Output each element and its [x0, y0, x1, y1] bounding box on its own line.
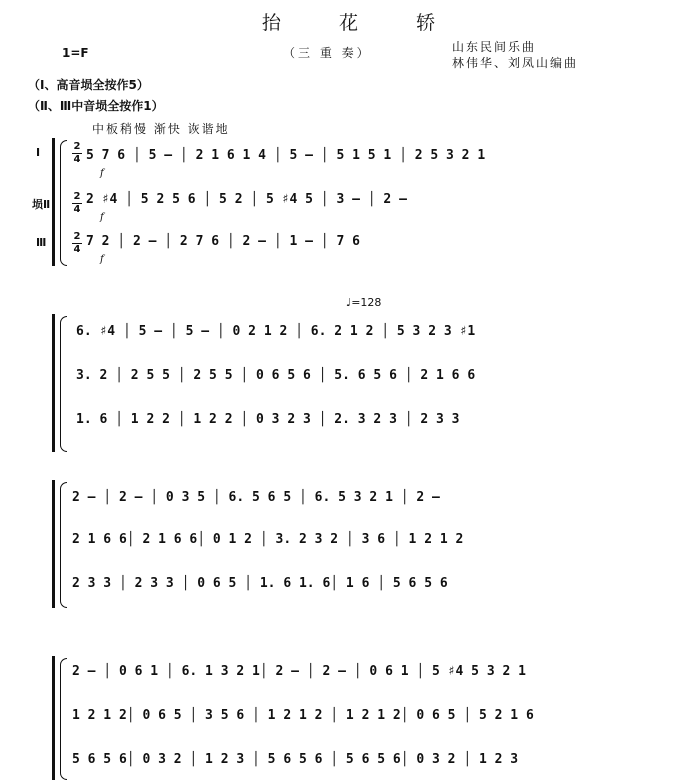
part-label-2: 埙Ⅱ: [32, 198, 51, 211]
tuning-note-2: （Ⅱ、Ⅲ中音埙全按作1）: [28, 99, 164, 113]
tuning-note-1: （Ⅰ、高音埙全按作5）: [28, 78, 149, 92]
score-row: 2 ♯4 │ 5 2 5 6 │ 5 2 │ 5 ♯4 5 │ 3 – │ 2 –: [86, 192, 407, 207]
metronome-mark: ♩=128: [346, 296, 382, 309]
system-bar: [52, 138, 55, 266]
score-row: 7 2 │ 2 – │ 2 7 6 │ 2 – │ 1 – │ 7 6: [86, 234, 360, 249]
dynamic-mark: f: [100, 212, 104, 223]
system-bar: [52, 656, 55, 780]
piece-title: 抬 花 轿: [262, 12, 462, 34]
credit-origin: 山东民间乐曲: [452, 40, 537, 54]
part-label-3: Ⅲ: [36, 236, 47, 249]
score-row: 2 – │ 2 – │ 0 3 5 │ 6. 5 6 5 │ 6. 5 3 2 1 │ 2 –: [72, 490, 440, 505]
score-row: 2 1 6 6│ 2 1 6 6│ 0 1 2 │ 3. 2 3 2 │ 3 6 │ 1 2 1 2: [72, 532, 464, 547]
system-bar: [52, 480, 55, 608]
dynamic-mark: f: [100, 254, 104, 265]
score-row: 5 6 5 6│ 0 3 2 │ 1 2 3 │ 5 6 5 6 │ 5 6 5 6│ 0 3 2 │ 1 2 3: [72, 752, 519, 767]
time-signature: 2 4: [73, 191, 81, 215]
system-brace: [60, 658, 67, 780]
system-brace: [60, 140, 67, 266]
tempo-marking: 中板稍慢 渐快 诙谐地: [92, 122, 230, 136]
score-row: 1 2 1 2│ 0 6 5 │ 3 5 6 │ 1 2 1 2 │ 1 2 1 2│ 0 6 5 │ 5 2 1 6: [72, 708, 534, 723]
score-row: 1. 6 │ 1 2 2 │ 1 2 2 │ 0 3 2 3 │ 2. 3 2 3 │ 2 3 3: [76, 412, 460, 427]
score-row: 6. ♯4 │ 5 – │ 5 – │ 0 2 1 2 │ 6. 2 1 2 │ 5 3 2 3 ♯1: [76, 324, 476, 339]
score-row: 3. 2 │ 2 5 5 │ 2 5 5 │ 0 6 5 6 │ 5. 6 5 6 │ 2 1 6 6: [76, 368, 476, 383]
piece-subtitle: （三 重 奏）: [283, 46, 372, 60]
system-brace: [60, 482, 67, 608]
system-brace: [60, 316, 67, 452]
score-row: 5 7 6 │ 5 – │ 2 1 6 1 4 │ 5 – │ 5 1 5 1 │ 2 5 3 2 1: [86, 148, 486, 163]
score-row: 2 3 3 │ 2 3 3 │ 0 6 5 │ 1. 6 1. 6│ 1 6 │ 5 6 5 6: [72, 576, 448, 591]
score-row: 2 – │ 0 6 1 │ 6. 1 3 2 1│ 2 – │ 2 – │ 0 6 1 │ 5 ♯4 5 3 2 1: [72, 664, 526, 679]
time-signature: 2 4: [73, 141, 81, 165]
dynamic-mark: f: [100, 168, 104, 179]
credit-arrangers: 林伟华、刘凤山编曲: [452, 56, 579, 70]
key-signature: 1=F: [62, 46, 89, 60]
system-bar: [52, 314, 55, 452]
time-signature: 2 4: [73, 231, 81, 255]
part-label-1: Ⅰ: [36, 146, 41, 159]
